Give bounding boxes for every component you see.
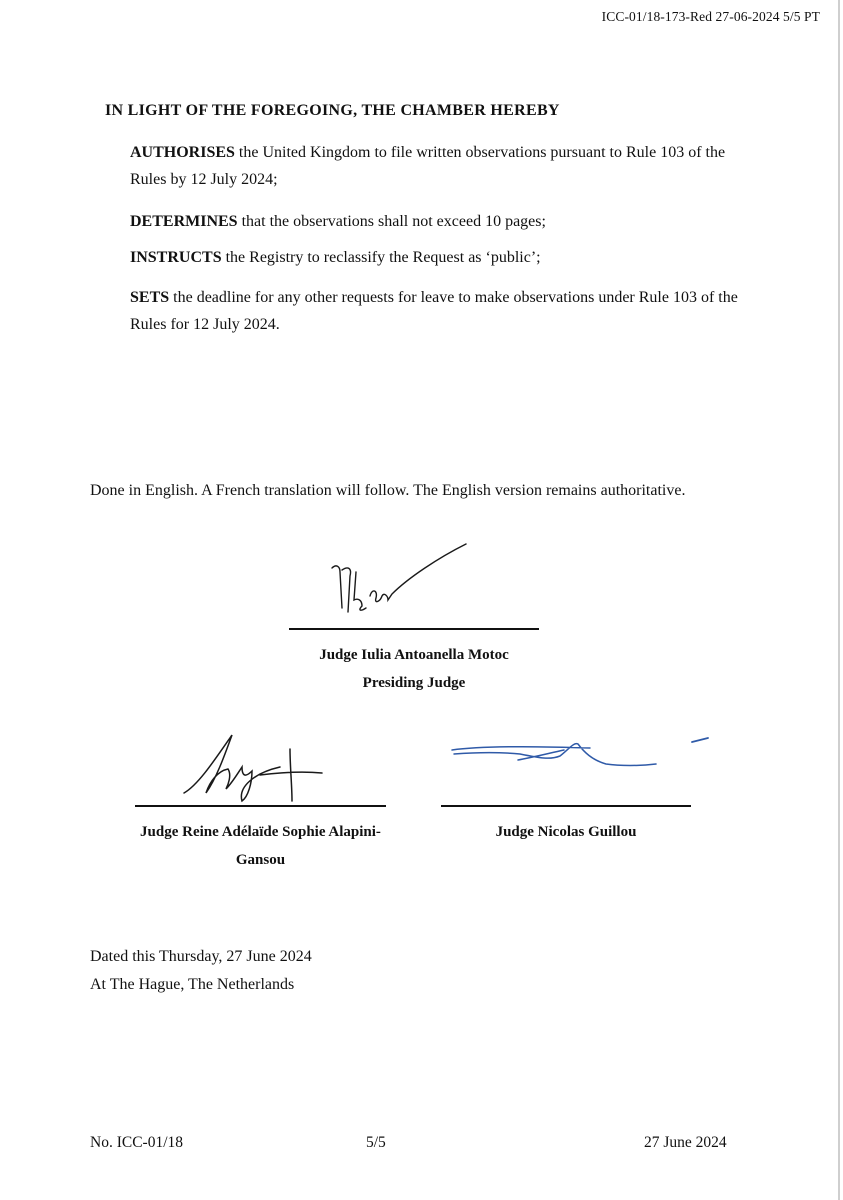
- signature-guillou: [440, 730, 720, 774]
- signature-block-left: [135, 805, 386, 874]
- order-text: the deadline for any other requests for leave to make observations under Rule 103 of the Rules for 12 July 2024.: [130, 289, 738, 333]
- order-text: that the observations shall not exceed 10 pages;: [237, 213, 546, 230]
- order-verb: SETS: [130, 289, 170, 306]
- signature-alapini-gansou: [180, 727, 330, 805]
- order-verb: DETERMINES: [130, 213, 238, 230]
- left-judge-name-line1: Judge Reine Adélaïde Sophie Alapini-: [140, 824, 381, 840]
- order-verb: AUTHORISES: [130, 144, 235, 161]
- decision-heading: IN LIGHT OF THE FOREGOING, THE CHAMBER HEREBY: [105, 102, 560, 119]
- header-reference: ICC-01/18-173-Red 27-06-2024 5/5 PT: [601, 9, 820, 24]
- language-note: Done in English. A French translation will follow. The English version remains authoritative.: [90, 482, 686, 499]
- right-judge-name: Judge Nicolas Guillou: [495, 824, 637, 840]
- presiding-judge-name: Judge Iulia Antoanella Motoc: [319, 647, 509, 663]
- order-item-instructs: [130, 244, 760, 271]
- signature-line: [441, 805, 691, 807]
- place-line: At The Hague, The Netherlands: [90, 976, 295, 993]
- order-item-sets: [130, 284, 760, 338]
- order-item-determines: [130, 208, 760, 235]
- footer-date: 27 June 2024: [644, 1134, 727, 1151]
- signature-motoc: [318, 538, 478, 620]
- order-text: the Registry to reclassify the Request as ‘public’;: [221, 249, 541, 266]
- order-text: the United Kingdom to file written observations pursuant to Rule 103 of the Rules by 12 July 2024;: [130, 144, 726, 188]
- left-judge-name-line2: Gansou: [235, 852, 286, 868]
- signature-line: [135, 805, 386, 807]
- order-verb: INSTRUCTS: [130, 249, 222, 266]
- signature-block-right: [441, 805, 691, 846]
- footer-case-number: No. ICC-01/18: [90, 1134, 183, 1151]
- signature-block-presiding: [289, 628, 539, 697]
- presiding-judge-role: Presiding Judge: [362, 675, 466, 691]
- dated-block: [90, 943, 312, 999]
- dated-line: Dated this Thursday, 27 June 2024: [90, 948, 312, 965]
- footer-page-number: 5/5: [366, 1134, 386, 1151]
- signature-line: [289, 628, 539, 630]
- order-item-authorises: [130, 139, 760, 193]
